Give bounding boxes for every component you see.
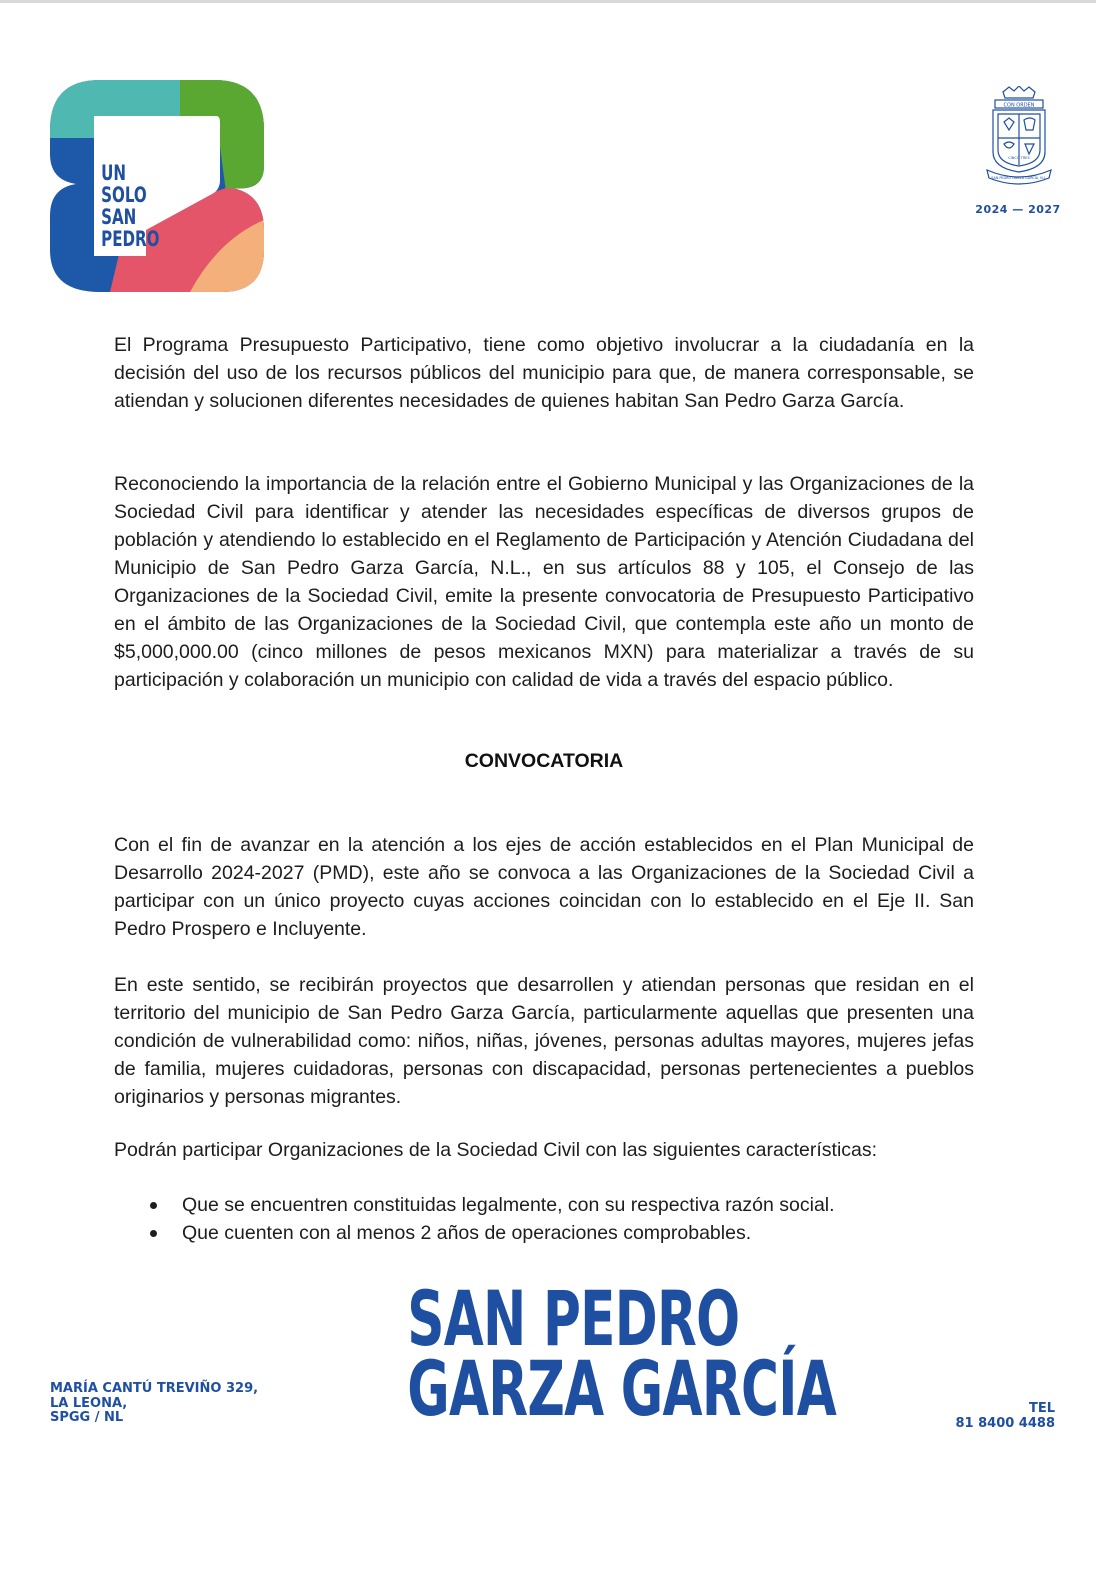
list-item-text: Que se encuentren constituidas legalmente, con su respectiva razón social. bbox=[182, 1194, 835, 1216]
brand-line-1: SAN PEDRO bbox=[407, 1274, 740, 1363]
logo-text-line4: PEDRO bbox=[101, 227, 160, 252]
crest-years: 2024 — 2027 bbox=[975, 203, 1061, 216]
footer-brand-wordmark bbox=[407, 1274, 837, 1433]
crest-banner: CON ORDEN bbox=[1003, 102, 1035, 109]
logo-text-line2: SOLO bbox=[101, 183, 147, 208]
crest-ring-text: SAN PEDRO GARZA GARCÍA, N.L. bbox=[991, 176, 1047, 180]
paragraph-eligible-population: En este sentido, se recibirán proyectos que desarrollen y atiendan personas que residan en el territorio del municipio de San Pedro Garza García, particularmente aquellas que presenten una condición de vulnerabilidad como: niños, niñas, jóvenes, personas adultas mayores, mujeres jefas de familia, mujeres cuidadoras, personas con discapacidad, personas pertenecientes a pueblos originarios y personas migrantes. bbox=[114, 974, 974, 1108]
logo-text-line1: UN bbox=[101, 161, 127, 186]
section-heading: CONVOCATORIA bbox=[464, 750, 624, 772]
paragraph-recognition: Reconociendo la importancia de la relación entre el Gobierno Municipal y las Organizaciones de la Sociedad Civil para identificar y atender las necesidades específicas de diversos grupos de población y atendiendo lo establecido en el Reglamento de Participación y Atención Ciudadana del Municipio de San Pedro Garza García, N.L., en sus artículos 88 y 105, el Consejo de las Organizaciones de la Sociedad Civil, emite la presente convocatoria de Presupuesto Participativo en el ámbito de las Organizaciones de la Sociedad Civil, que contempla este año un monto de $5,000,000.00 (cinco millones de pesos mexicanos MXN) para materializar a través de su participación y colaboración un municipio con calidad de vida a través del espacio público. bbox=[114, 473, 974, 691]
footer-phone bbox=[930, 1401, 1055, 1431]
list-item bbox=[114, 1219, 974, 1247]
footer-address bbox=[50, 1382, 290, 1426]
phone-number: 81 8400 4488 bbox=[955, 1416, 1055, 1431]
requirements-list bbox=[114, 1191, 974, 1247]
un-solo-san-pedro-logo bbox=[50, 80, 264, 292]
brand-line-2: GARZA GARCÍA bbox=[407, 1344, 837, 1433]
bullet-icon bbox=[150, 1202, 157, 1209]
top-divider bbox=[0, 0, 1096, 3]
paragraph-participants: Podrán participar Organizaciones de la Sociedad Civil con las siguientes características: bbox=[114, 1139, 878, 1161]
phone-label: TEL bbox=[1028, 1401, 1055, 1416]
bullet-icon bbox=[150, 1230, 157, 1237]
list-item-text: Que cuenten con al menos 2 años de operaciones comprobables. bbox=[182, 1222, 752, 1244]
municipal-crest bbox=[983, 86, 1055, 190]
paragraph-objective: El Programa Presupuesto Participativo, tiene como objetivo involucrar a la ciudadanía en la decisión del uso de los recursos públicos del municipio para que, de manera corresponsable, se atiendan y solucionen diferentes necesidades de quienes habitan San Pedro Garza García. bbox=[114, 334, 974, 412]
logo-text-line3: SAN bbox=[101, 205, 137, 230]
list-item bbox=[114, 1191, 974, 1219]
paragraph-pmd: Con el fin de avanzar en la atención a los ejes de acción establecidos en el Plan Municipal de Desarrollo 2024-2027 (PMD), este año se convoca a las Organizaciones de la Sociedad Civil a participar con un único proyecto cuyas acciones coincidan con lo establecido en el Eje II. San Pedro Prospero e Incluyente. bbox=[114, 834, 974, 940]
address-line-1: MARÍA CANTÚ TREVIÑO 329, bbox=[50, 1381, 259, 1396]
address-line-2: LA LEONA, bbox=[50, 1395, 128, 1411]
crest-lower-banner: CINCO TRES bbox=[1008, 156, 1030, 160]
address-line-3: SPGG / NL bbox=[50, 1410, 124, 1425]
